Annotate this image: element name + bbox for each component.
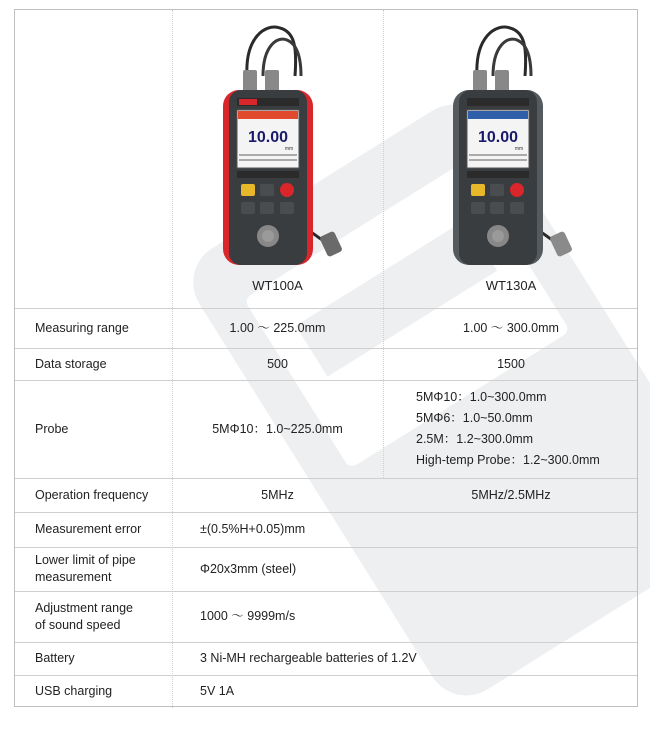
- wt130a-screen-reading: 10.00: [477, 129, 519, 146]
- wt130a-model-name: WT130A: [485, 277, 537, 293]
- probe-wt130a-item: 2.5M：1.2~300.0mm: [416, 432, 534, 446]
- probe-wt130a-list: [383, 380, 639, 478]
- wt100a-screen-reading: 10.00: [247, 129, 289, 146]
- battery-label: Battery: [35, 651, 75, 665]
- data-storage-label: Data storage: [35, 356, 107, 371]
- measuring-range-label: Measuring range: [35, 320, 129, 335]
- probe-wt130a-item: 5MΦ10：1.0~300.0mm: [416, 390, 547, 404]
- wt100a-device-image: [205, 18, 355, 268]
- probe-wt130a-item: 5MΦ6：1.0~50.0mm: [416, 411, 533, 425]
- spec-table: [14, 9, 638, 707]
- adjustment-range-label-line2: of sound speed: [35, 617, 121, 632]
- lower-limit-pipe-label-line1: Lower limit of pipe: [35, 553, 136, 567]
- adjustment-range-label-line1: Adjustment range: [35, 600, 133, 615]
- adjustment-range-label: [15, 591, 172, 642]
- data-storage-wt100a: 500: [267, 356, 288, 371]
- operation-frequency-wt130a: 5MHz/2.5MHz: [471, 487, 551, 502]
- data-storage-wt130a: 1500: [497, 356, 525, 371]
- probe-wt130a-item: High-temp Probe：1.2~300.0mm: [416, 453, 600, 467]
- wt130a-screen-unit: mm: [514, 146, 524, 152]
- wt100a-screen-unit: mm: [284, 146, 294, 152]
- lower-limit-pipe-value: Φ20x3mm (steel): [200, 561, 297, 576]
- probe-label: Probe: [35, 421, 69, 436]
- wt100a-model-name: WT100A: [252, 277, 303, 293]
- measuring-range-wt130a: 1.00 ～ 300.0mm: [463, 320, 559, 335]
- operation-frequency-label: Operation frequency: [35, 487, 149, 502]
- lower-limit-pipe-label-line2: measurement: [35, 570, 112, 584]
- measurement-error-label: Measurement error: [35, 522, 142, 536]
- adjustment-range-value: 1000 ～ 9999m/s: [200, 609, 296, 623]
- usb-charging-value: 5V 1A: [200, 683, 235, 698]
- measurement-error-value: ±(0.5%H+0.05)mm: [200, 522, 306, 536]
- usb-charging-label: USB charging: [35, 683, 113, 698]
- lower-limit-pipe-label: [15, 547, 172, 591]
- operation-frequency-wt100a: 5MHz: [261, 487, 294, 502]
- probe-wt100a: 5MΦ10：1.0~225.0mm: [212, 421, 343, 436]
- battery-value: 3 Ni-MH rechargeable batteries of 1.2V: [200, 651, 417, 665]
- measuring-range-wt100a: 1.00 ～ 225.0mm: [229, 320, 326, 335]
- wt130a-device-image: [435, 18, 585, 268]
